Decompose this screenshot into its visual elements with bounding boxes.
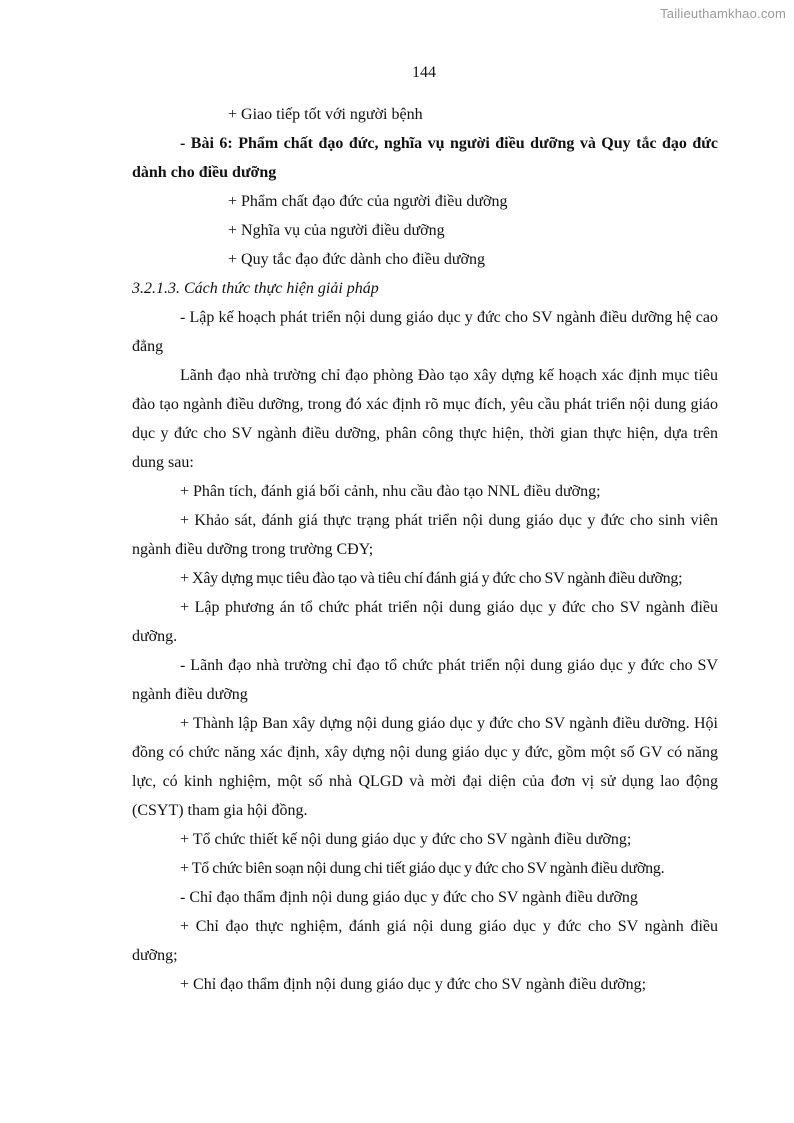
bullet-item: + Giao tiếp tốt với người bệnh xyxy=(228,106,423,123)
bullet-item: + Lập phương án tổ chức phát triển nội dung giáo dục y đức cho SV ngành điều dưỡng. xyxy=(132,599,718,645)
paragraph: Lãnh đạo nhà trường chỉ đạo phòng Đào tạo xây dựng kế hoạch xác định mục tiêu đào tạo ngành điều dưỡng, trong đó xác định rõ mục đích, yêu cầu phát triển nội dung giáo dục y đức cho SV ngành điều dưỡng, phân công thực hiện, thời gian thực hiện, dựa trên dung sau: xyxy=(132,367,718,471)
bullet-item: + Nghĩa vụ của người điều dưỡng xyxy=(228,222,445,239)
paragraph: - Lập kế hoạch phát triển nội dung giáo dục y đức cho SV ngành điều dưỡng hệ cao đẳng xyxy=(132,309,718,355)
document-body xyxy=(132,100,718,999)
bullet-item: + Xây dựng mục tiêu đào tạo và tiêu chí đánh giá y đức cho SV ngành điều dưỡng; xyxy=(180,570,683,587)
bullet-item: + Tổ chức thiết kế nội dung giáo dục y đức cho SV ngành điều dưỡng; xyxy=(180,831,632,848)
paragraph: - Lãnh đạo nhà trường chỉ đạo tổ chức phát triển nội dung giáo dục y đức cho SV ngành điều dưỡng xyxy=(132,657,718,703)
bullet-item: + Phẩm chất đạo đức của người điều dưỡng xyxy=(228,193,508,210)
bullet-item: + Chỉ đạo thẩm định nội dung giáo dục y đức cho SV ngành điều dưỡng; xyxy=(180,976,647,993)
bullet-item: + Tổ chức biên soạn nội dung chi tiết giáo dục y đức cho SV ngành điều dưỡng. xyxy=(180,860,665,877)
bullet-item: + Phân tích, đánh giá bối cảnh, nhu cầu đào tạo NNL điều dưỡng; xyxy=(180,483,601,500)
page-number: 144 xyxy=(412,64,436,81)
bullet-item: + Thành lập Ban xây dựng nội dung giáo dục y đức cho SV ngành điều dưỡng. Hội đồng có chức năng xác định, xây dựng nội dung giáo dục y đức, gồm một số GV có năng lực, có kinh nghiệm, một số nhà QLGD và mời đại diện của đơn vị sử dụng lao động (CSYT) tham gia hội đồng. xyxy=(132,715,718,819)
lesson-heading: - Bài 6: Phẩm chất đạo đức, nghĩa vụ người điều dưỡng và Quy tắc đạo đức dành cho điều dưỡng xyxy=(132,135,718,181)
bullet-item: + Quy tắc đạo đức dành cho điều dưỡng xyxy=(228,251,485,268)
section-heading: 3.2.1.3. Cách thức thực hiện giải pháp xyxy=(132,280,379,297)
watermark: Tailieuthamkhao.com xyxy=(660,6,786,21)
paragraph: - Chỉ đạo thẩm định nội dung giáo dục y đức cho SV ngành điều dưỡng xyxy=(180,889,638,906)
bullet-item: + Khảo sát, đánh giá thực trạng phát triển nội dung giáo dục y đức cho sinh viên ngành điều dưỡng trong trường CĐY; xyxy=(132,512,718,558)
bullet-item: + Chỉ đạo thực nghiệm, đánh giá nội dung giáo dục y đức cho SV ngành điều dưỡng; xyxy=(132,918,718,964)
